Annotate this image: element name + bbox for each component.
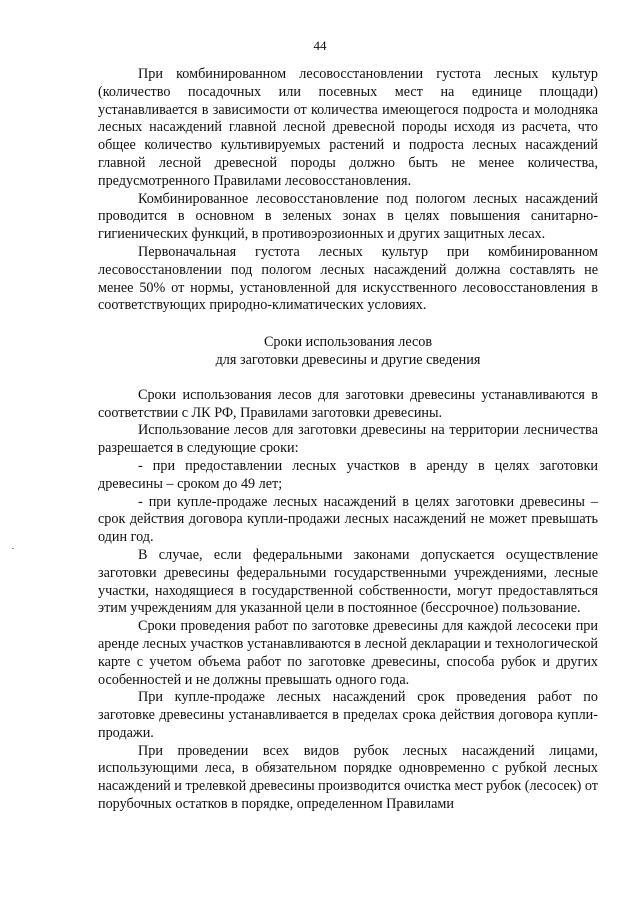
paragraph: Сроки проведения работ по заготовке древесины для каждой лесосеки при аренде лесных участков устанавливаются в лесной декларации и технологической карте с учетом объема работ по заготовке древесины, способа рубок и других особенностей и не должны превышать одного года. [98,618,598,688]
section-heading-line-1: Сроки использования лесов [263,334,433,351]
margin-mark [12,548,14,549]
paragraph: Первоначальная густота лесных культур при комбинированном лесовосстановлении под пологом лесных насаждений должна составлять не менее 50% от нормы, установленной для искусственного лесовосстановления в соответствующих природно-климатических условиях. [98,243,598,314]
document-body [98,66,598,814]
paragraph: При купле-продаже лесных насаждений срок проведения работ по заготовке древесины устанавливается в пределах срока действия договора купли-продажи. [98,689,598,741]
section-heading-line-2: для заготовки древесины и другие сведения [215,351,481,368]
paragraph: В случае, если федеральными законами допускается осуществление заготовки древесины федеральными государственными учреждениями, лесные участки, находящиеся в государственной собственности, могут предоставляться этим учреждениям для указанной цели в постоянное (бессрочное) пользование. [98,546,598,617]
paragraph: Использование лесов для заготовки древесины на территории лесничества разрешается в следующие сроки: [98,422,598,457]
section-heading [98,334,598,370]
paragraph: При проведении всех видов рубок лесных насаждений лицами, использующими леса, в обязательном порядке одновременно с рубкой лесных насаждений и трелевкой древесины производится очистка мест рубок (лесосек) от порубочных остатков в порядке, определенном Правилами [98,742,598,813]
paragraph: При комбинированном лесовосстановлении густота лесных культур (количество посадочных или посевных мест на единице площади) устанавливается в зависимости от количества имеющегося подроста и молодняка лесных насаждений главной лесной древесной породы исходя из расчета, что общее количество культивируемых растений и подроста лесных насаждений главной лесной древесной породы должно быть не менее количества, предусмотренного Правилами лесовосстановления. [98,66,598,189]
list-item: - при купле-продаже лесных насаждений в целях заготовки древесины – срок действия договора купли-продажи лесных насаждений не может превышать один год. [98,493,598,546]
paragraph: Комбинированное лесовосстановление под пологом лесных насаждений проводится в основном в зеленых зонах в целях повышения санитарно-гигиенических функций, в противоэрозионных и других защитных лесах. [98,190,598,243]
list-item: - при предоставлении лесных участков в аренду в целях заготовки древесины – сроком до 49 лет; [98,457,598,492]
paragraph: Сроки использования лесов для заготовки древесины устанавливаются в соответствии с ЛК РФ, Правилами заготовки древесины. [98,386,598,421]
page-number: 44 [313,38,327,53]
section-body [98,387,598,814]
